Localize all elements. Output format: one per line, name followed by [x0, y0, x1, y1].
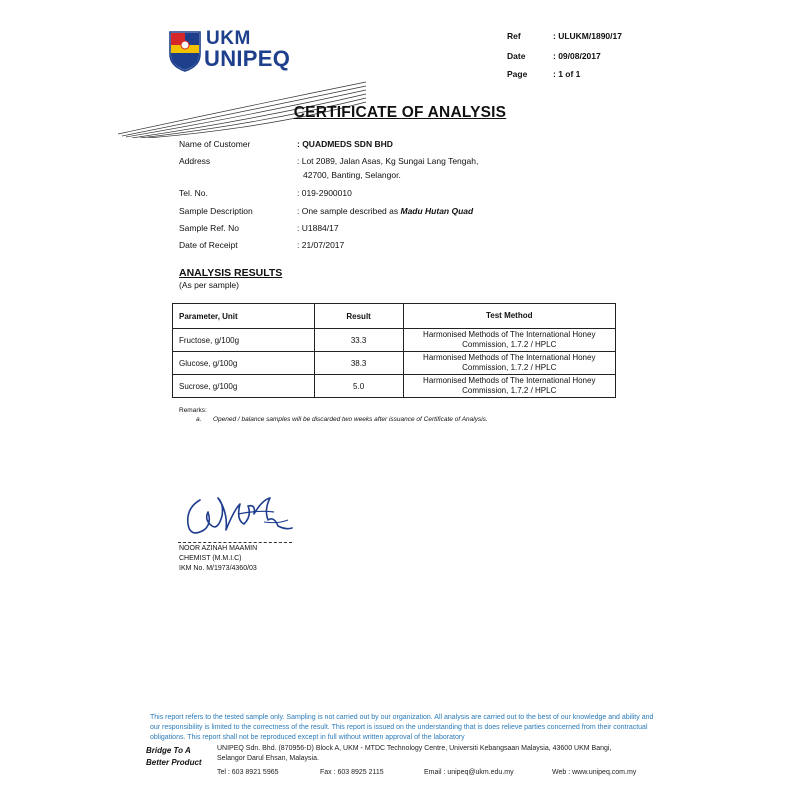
- method-line1: Harmonised Methods of The International Honey: [423, 330, 596, 339]
- tel-value: : 019-2900010: [297, 188, 352, 198]
- footer-company-address: [217, 744, 677, 764]
- sample-description-label: Sample Description: [179, 206, 253, 216]
- table-row: [173, 329, 616, 352]
- method-line1: Harmonised Methods of The International Honey: [423, 376, 596, 385]
- sample-description-value: [297, 206, 473, 216]
- table-row: [173, 352, 616, 375]
- document-title: CERTIFICATE OF ANALYSIS: [293, 104, 507, 121]
- parameter-cell: Sucrose, g/100g: [173, 375, 315, 398]
- method-line2: Commission, 1.7.2 / HPLC: [462, 340, 557, 349]
- method-cell: [403, 352, 616, 375]
- table-header-row: [173, 304, 616, 329]
- method-cell: [403, 329, 616, 352]
- result-cell: 5.0: [314, 375, 403, 398]
- sample-ref-value: : U1884/17: [297, 223, 339, 233]
- page-row: [507, 69, 580, 79]
- column-header-parameter: Parameter, Unit: [173, 304, 315, 329]
- customer-label: Name of Customer: [179, 139, 251, 149]
- parameter-cell: Glucose, g/100g: [173, 352, 315, 375]
- tel-label: Tel. No.: [179, 188, 208, 198]
- footer-email[interactable]: Email : unipeq@ukm.edu.my: [424, 769, 514, 776]
- signatory-role: CHEMIST (M.M.I.C): [179, 555, 242, 562]
- signatory-ikm-number: IKM No. M/1973/4360/03: [179, 565, 257, 572]
- handwritten-signature: [178, 490, 298, 546]
- customer-value: : QUADMEDS SDN BHD: [297, 139, 393, 149]
- date-row: [507, 51, 601, 61]
- address-label: Address: [179, 156, 211, 166]
- logo-text-unipeq: UNIPEQ: [204, 46, 291, 71]
- analysis-results-subtitle: (As per sample): [179, 280, 239, 290]
- ref-value: : ULUKM/1890/17: [553, 31, 622, 41]
- ukm-crest-logo: [168, 30, 202, 72]
- method-line2: Commission, 1.7.2 / HPLC: [462, 363, 557, 372]
- analysis-results-heading: ANALYSIS RESULTS: [179, 267, 283, 279]
- remark-a-text: Opened / balance samples will be discarded two weeks after issuance of Certificate of Analysis.: [213, 416, 488, 423]
- footer-disclaimer: This report refers to the tested sample only. Sampling is not carried out by our organization. All analysis are carried out to the best of our knowledge and ability and our responsibility is limited to the correctness of the result. This report is issued on the understanding that is does relieve parties concerned from their contractual obligations. This report shall not be reproduced except in full without written approval of the laboratory: [150, 714, 654, 741]
- tagline-line1: Bridge To A: [146, 746, 191, 755]
- company-address-line2: Selangor Darul Ehsan, Malaysia.: [217, 755, 319, 762]
- footer-tel: Tel : 603 8921 5965: [217, 769, 279, 776]
- page-label: Page: [507, 69, 528, 79]
- sample-name: Madu Hutan Quad: [400, 206, 474, 216]
- ref-row: [507, 31, 622, 41]
- signature-line: [178, 542, 292, 543]
- date-label: Date: [507, 51, 526, 61]
- company-address-line1: UNIPEQ Sdn. Bhd. (870956-D) Block A, UKM - MTDC Technology Centre, Universiti Kebangsaan Malaysia, 43600 UKM Bangi,: [217, 745, 612, 752]
- address-line1: : Lot 2089, Jalan Asas, Kg Sungai Lang Tengah,: [297, 156, 479, 166]
- tagline-line2: Better Product: [146, 758, 202, 767]
- column-header-result: Result: [314, 304, 403, 329]
- remarks-label: Remarks:: [179, 407, 207, 414]
- result-cell: 38.3: [314, 352, 403, 375]
- date-value: : 09/08/2017: [553, 51, 601, 61]
- ref-label: Ref: [507, 31, 521, 41]
- column-header-test-method: Test Method: [403, 304, 616, 329]
- results-table: [172, 303, 616, 398]
- result-cell: 33.3: [314, 329, 403, 352]
- sample-description-prefix: : One sample described as: [297, 206, 401, 216]
- logo-text-ukm: UKM: [206, 28, 251, 49]
- method-line1: Harmonised Methods of The International Honey: [423, 353, 596, 362]
- receipt-date-value: : 21/07/2017: [297, 240, 345, 250]
- signatory-name: NOOR AZINAH MAAMIN: [179, 545, 258, 552]
- table-row: [173, 375, 616, 398]
- parameter-cell: Fructose, g/100g: [173, 329, 315, 352]
- page-value: : 1 of 1: [553, 69, 581, 79]
- footer-fax: Fax : 603 8925 2115: [320, 769, 384, 776]
- remark-a-letter: a.: [196, 416, 202, 423]
- sample-ref-label: Sample Ref. No: [179, 223, 239, 233]
- address-line2: 42700, Banting, Selangor.: [303, 170, 401, 180]
- receipt-date-label: Date of Receipt: [179, 240, 238, 250]
- method-cell: [403, 375, 616, 398]
- method-line2: Commission, 1.7.2 / HPLC: [462, 386, 557, 395]
- footer-web[interactable]: Web : www.unipeq.com.my: [552, 769, 637, 776]
